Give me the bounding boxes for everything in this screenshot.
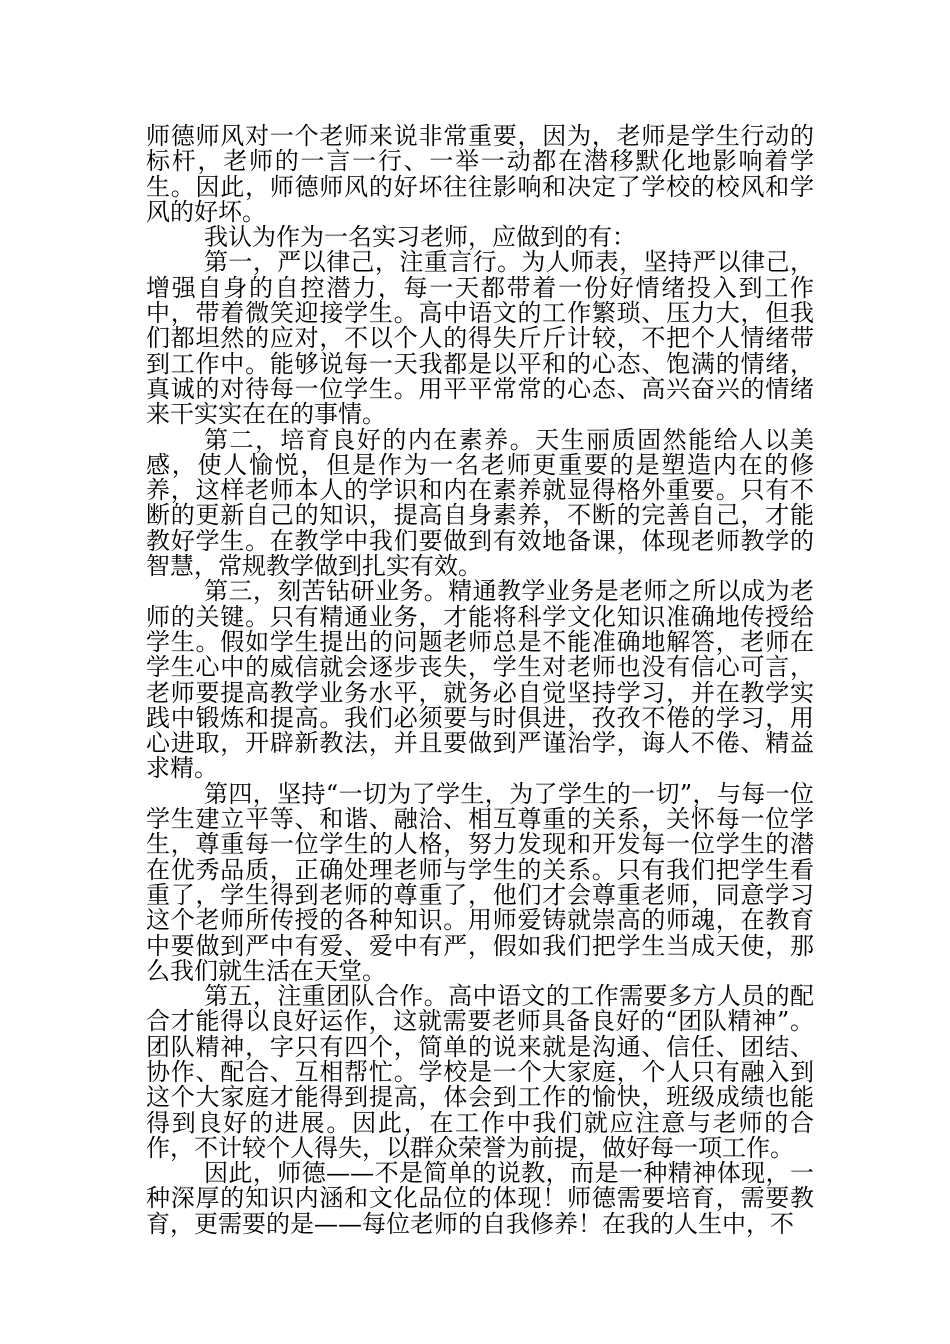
document-body — [146, 124, 814, 1237]
paragraph-point-4: 第四，坚持“一切为了学生，为了学生的一切”，与每一位学生建立平等、和谐、融洽、相互尊重的关系，关怀每一位学生，尊重每一位学生的人格，努力发现和开发每一位学生的潜在优秀品质，正确处理老师与学生的关系。只有我们把学生看重了，学生得到老师的尊重了，他们才会尊重老师，同意学习这个老师所传授的各种知识。用师爱铸就崇高的师魂，在教育中要做到严中有爱、爱中有严，假如我们把学生当成天使，那么我们就生活在天堂。 — [146, 779, 814, 985]
paragraph-conclusion: 因此，师德——不是简单的说教，而是一种精神体现，一种深厚的知识内涵和文化品位的体现！师德需要培育，需要教育，更需要的是——每位老师的自我修养！在我的人生中，不 — [146, 1159, 814, 1238]
paragraph-point-3: 第三，刻苦钻研业务。精通教学业务是老师之所以成为老师的关键。只有精通业务，才能将科学文化知识准确地传授给学生。假如学生提出的问题老师总是不能准确地解答，老师在学生心中的威信就会逐步丧失，学生对老师也没有信心可言，老师要提高教学业务水平，就务必自觉坚持学习，并在教学实践中锻炼和提高。我们必须要与时俱进，孜孜不倦的学习，用心进取，开辟新教法，并且要做到严谨治学，诲人不倦、精益求精。 — [146, 577, 814, 783]
paragraph-point-1: 第一，严以律己，注重言行。为人师表，坚持严以律己，增强自身的自控潜力，每一天都带着一份好情绪投入到工作中，带着微笑迎接学生。高中语文的工作繁琐、压力大，但我们都坦然的应对，不以个人的得失斤斤计较，不把个人情绪带到工作中。能够说每一天我都是以平和的心态、饱满的情绪，真诚的对待每一位学生。用平平常常的心态、高兴奋兴的情绪来干实实在在的事情。 — [146, 248, 814, 429]
paragraph-point-2: 第二，培育良好的内在素养。天生丽质固然能给人以美感，使人愉悦，但是作为一名老师更重要的是塑造内在的修养，这样老师本人的学识和内在素养就显得格外重要。只有不断的更新自己的知识，提高自身素养，不断的完善自己，才能教好学生。在教学中我们要做到有效地备课，体现老师教学的智慧，常规教学做到扎实有效。 — [146, 425, 814, 581]
paragraph-point-5: 第五，注重团队合作。高中语文的工作需要多方人员的配合才能得以良好运作，这就需要老师具备良好的“团队精神”。团队精神，字只有四个，简单的说来就是沟通、信任、团结、协作、配合、互相帮忙。学校是一个大家庭，个人只有融入到这个大家庭才能得到提高，体会到工作的愉快，班级成绩也能得到良好的进展。因此，在工作中我们就应注意与老师的合作，不计较个人得失，以群众荣誉为前提，做好每一项工作。 — [146, 982, 814, 1162]
paragraph-lead-in: 我认为作为一名实习老师，应做到的有： — [204, 223, 636, 252]
paragraph-intro: 师德师风对一个老师来说非常重要，因为，老师是学生行动的标杆，老师的一言一行、一举一动都在潜移默化地影响着学生。因此，师德师风的好坏往往影响和决定了学校的校风和学风的好坏。 — [146, 122, 814, 226]
